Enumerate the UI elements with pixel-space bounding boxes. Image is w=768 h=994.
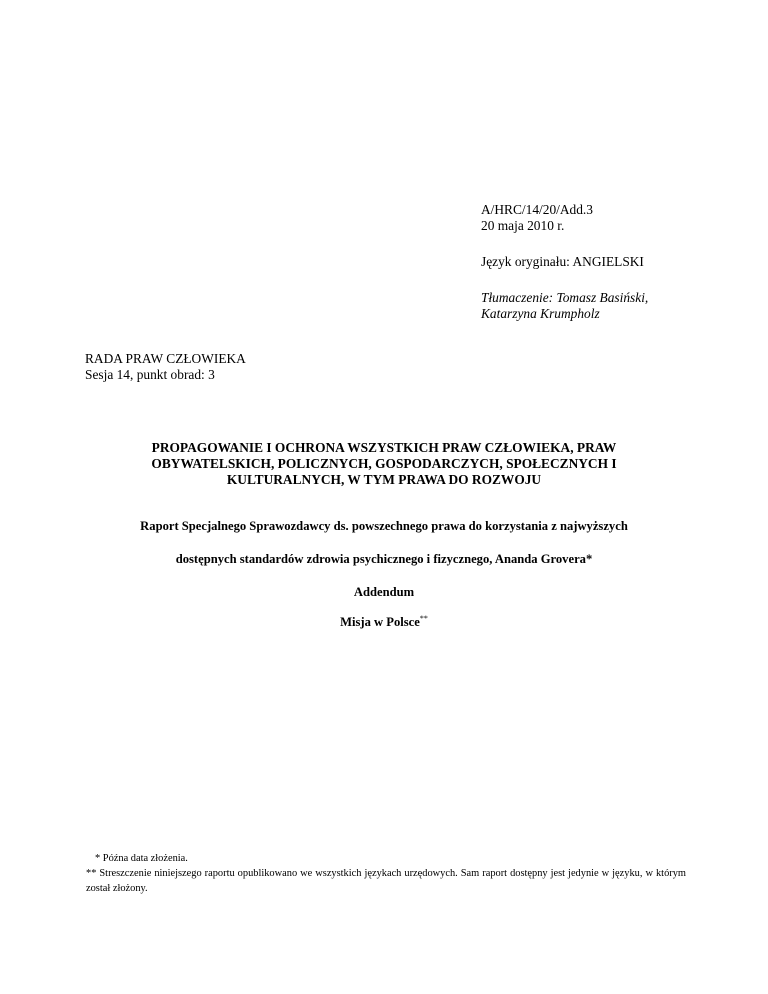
original-language: Język oryginału: ANGIELSKI: [481, 254, 644, 269]
mission-heading: [0, 614, 768, 630]
document-date: 20 maja 2010 r.: [481, 218, 565, 233]
footnote-summary: ** Streszczenie niniejszego raportu opublikowano we wszystkich językach urzędowych. Sam raport dostępny jest jedynie w języku, w którym został złożony.: [86, 868, 686, 894]
session-info: Sesja 14, punkt obrad: 3: [85, 367, 215, 382]
footnote-late-submission: * Późna data złożenia.: [95, 853, 188, 864]
report-title-line1: Raport Specjalnego Sprawozdawcy ds. powszechnego prawa do korzystania z najwyższych: [140, 519, 628, 533]
mission-footnote-mark: **: [419, 613, 428, 623]
translation-credit-line1: Tłumaczenie: Tomasz Basiński,: [481, 290, 649, 305]
document-symbol: A/HRC/14/20/Add.3: [481, 202, 593, 217]
mission-text: Misja w Polsce: [340, 615, 420, 629]
report-title-line2: dostępnych standardów zdrowia psychicznego i fizycznego, Ananda Grovera*: [175, 552, 593, 566]
translation-credit-line2: Katarzyna Krumpholz: [481, 306, 600, 321]
addendum-heading: Addendum: [353, 585, 415, 599]
main-title-line2: OBYWATELSKICH, POLICZNYCH, GOSPODARCZYCH, SPOŁECZNYCH I: [151, 456, 617, 471]
council-name: RADA PRAW CZŁOWIEKA: [85, 351, 246, 366]
main-title-line3: KULTURALNYCH, W TYM PRAWA DO ROZWOJU: [226, 472, 542, 487]
main-title-line1: PROPAGOWANIE I OCHRONA WSZYSTKICH PRAW CZŁOWIEKA, PRAW: [151, 440, 617, 455]
